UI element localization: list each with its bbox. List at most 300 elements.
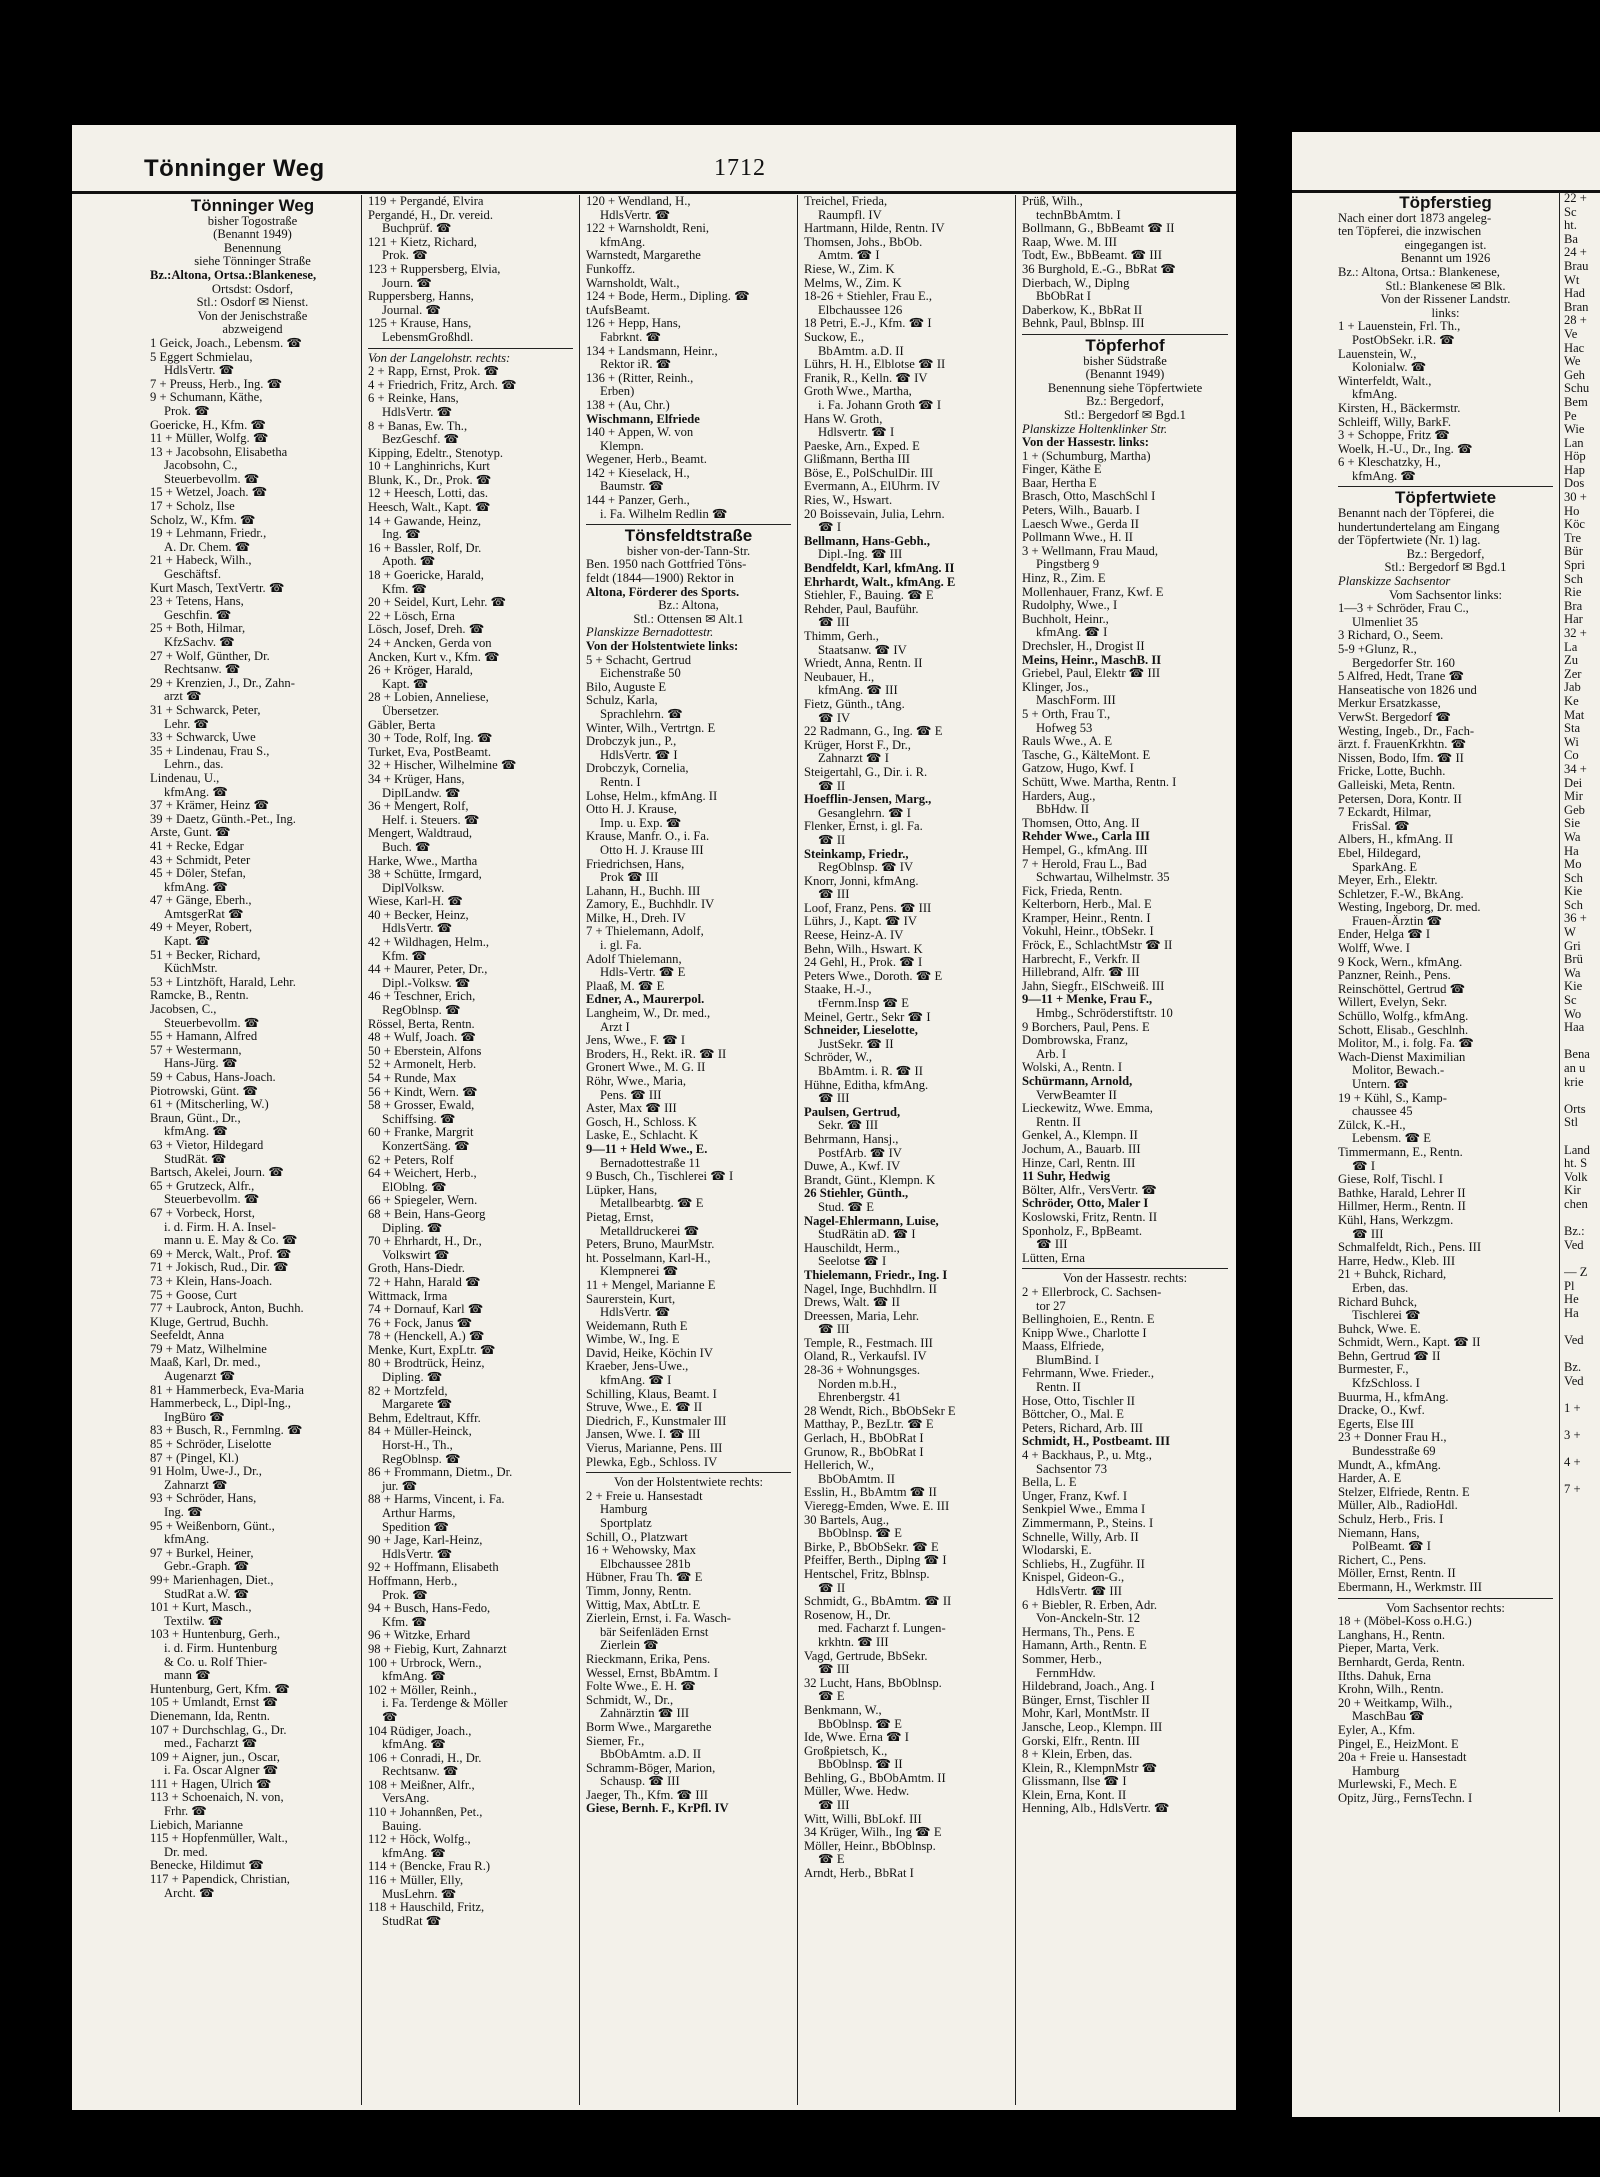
directory-entry: Hellerich, W., bbox=[804, 1459, 874, 1473]
cut-off-entry: Tre bbox=[1564, 531, 1582, 545]
cut-off-entry: Sc bbox=[1564, 205, 1577, 219]
directory-entry: Steuerbevollm. ☎ bbox=[164, 1193, 260, 1207]
directory-entry: Vom Sachsentor links: bbox=[1388, 588, 1503, 602]
cut-off-entry: 30 + bbox=[1564, 491, 1587, 505]
directory-entry: Tischlerei ☎ bbox=[1352, 1309, 1421, 1323]
directory-entry: Rechtsanw. ☎ bbox=[164, 663, 241, 677]
directory-column bbox=[362, 195, 580, 2105]
directory-entry: Dienemann, Ida, Rentn. bbox=[150, 1709, 270, 1723]
directory-entry: 103 + Huntenburg, Gerh., bbox=[150, 1628, 280, 1642]
cut-off-entry: Lan bbox=[1564, 436, 1584, 450]
directory-entry: Schliebs, H., Zugführ. II bbox=[1022, 1557, 1145, 1571]
directory-entry: StudRät. ☎ bbox=[164, 1152, 227, 1166]
section-divider bbox=[586, 524, 791, 525]
directory-entry: Benennung bbox=[223, 241, 282, 255]
directory-entry: Turket, Eva, PostBeamt. bbox=[368, 745, 492, 759]
directory-entry: Giese, Bernh. F., KrPfl. IV bbox=[586, 1802, 729, 1816]
directory-entry: ☎ IV bbox=[818, 711, 851, 725]
directory-entry: 56 + Kindt, Wern. ☎ bbox=[368, 1085, 478, 1099]
directory-entry: HdlsVertr. ☎ bbox=[382, 922, 453, 936]
directory-entry: Bauing. bbox=[382, 1819, 422, 1833]
directory-entry: 86 + Frommann, Dietm., Dr. bbox=[368, 1466, 513, 1480]
directory-entry: StudRätin aD. ☎ I bbox=[818, 1228, 916, 1242]
directory-entry: Braun, Günt., Dr., bbox=[150, 1111, 241, 1125]
directory-column bbox=[144, 195, 362, 2105]
directory-entry: Hans W. Groth, bbox=[804, 412, 883, 426]
directory-entry: Schmidt, Wern., Kapt. ☎ II bbox=[1338, 1336, 1481, 1350]
directory-entry: Von der Langelohstr. rechts: bbox=[368, 351, 511, 365]
directory-entry: Textilw. ☎ bbox=[164, 1614, 224, 1628]
directory-entry: Dracke, O., Kwf. bbox=[1338, 1404, 1425, 1418]
directory-entry: Pfeiffer, Berth., Diplng ☎ I bbox=[804, 1554, 947, 1568]
directory-entry: Lindenau, U., bbox=[150, 771, 220, 785]
directory-entry: 28 + Lobien, Anneliese, bbox=[368, 691, 489, 705]
directory-entry: 111 + Hagen, Ulrich ☎ bbox=[150, 1777, 272, 1791]
directory-entry: Grunow, R., BbObRat I bbox=[804, 1445, 924, 1459]
directory-entry: Stl.: Osdorf ✉ Nienst. bbox=[196, 296, 309, 310]
directory-entry: 7 Eckardt, Hilmar, bbox=[1338, 806, 1432, 820]
directory-entry: Lührs, J., Kapt. ☎ IV bbox=[804, 915, 917, 929]
directory-entry: Klein, Erna, Kont. II bbox=[1022, 1788, 1127, 1802]
directory-entry: Friedrichsen, Hans, bbox=[586, 857, 685, 871]
directory-entry: IngBüro ☎ bbox=[164, 1410, 225, 1424]
directory-entry: Bathke, Harald, Lehrer II bbox=[1338, 1186, 1466, 1200]
directory-entry: siehe Tönninger Straße bbox=[194, 255, 311, 269]
directory-entry: Nagel-Ehlermann, Luise, bbox=[804, 1214, 939, 1228]
directory-entry: Pollmann Wwe., H. II bbox=[1022, 531, 1133, 545]
directory-entry: RegOblnsp. ☎ IV bbox=[818, 861, 914, 875]
directory-entry: bär Seifenläden Ernst bbox=[600, 1625, 709, 1639]
directory-entry: kfmAng. bbox=[1352, 388, 1398, 402]
directory-entry: Kipping, Edeltr., Stenotyp. bbox=[368, 446, 504, 460]
directory-entry: i. Fa. Oscar Algner ☎ bbox=[164, 1764, 279, 1778]
directory-entry: IIths. Dahuk, Erna bbox=[1338, 1669, 1432, 1683]
cut-off-entry: 4 + bbox=[1564, 1456, 1581, 1470]
directory-entry: 24 + Ancken, Gerda von bbox=[368, 637, 492, 650]
cut-off-entry: ht. bbox=[1564, 219, 1577, 233]
directory-entry: Kramper, Heinr., Rentn. I bbox=[1022, 911, 1151, 925]
directory-entry: Hoefflin-Jensen, Marg., bbox=[804, 793, 932, 807]
directory-entry: Erben) bbox=[600, 385, 635, 399]
directory-entry: ht. Posselmann, Karl-H., bbox=[586, 1251, 711, 1265]
directory-entry: Gebr.-Graph. ☎ bbox=[164, 1560, 250, 1574]
directory-entry: Von der Rissener Landstr. bbox=[1380, 293, 1511, 307]
directory-entry: Sekr. ☎ III bbox=[818, 1119, 879, 1133]
directory-entry: Hempel, G., kfmAng. III bbox=[1022, 843, 1148, 857]
directory-entry: Rentn. II bbox=[1036, 1115, 1081, 1129]
directory-entry: 19 + Lehmann, Friedr., bbox=[150, 527, 267, 541]
cut-off-entry: Zu bbox=[1564, 654, 1578, 668]
directory-entry: Arste, Gunt. ☎ bbox=[150, 826, 231, 840]
directory-entry: Schramm-Böger, Marion, bbox=[586, 1761, 716, 1775]
directory-entry: BezGeschf. ☎ bbox=[382, 433, 460, 447]
cut-off-entry: Har bbox=[1564, 613, 1583, 627]
directory-entry: 50 + Eberstein, Alfons bbox=[368, 1044, 482, 1058]
directory-entry: Jacobsohn, C., bbox=[164, 459, 238, 473]
directory-entry: 43 + Schmidt, Peter bbox=[150, 853, 251, 867]
directory-entry: Staake, H.-J., bbox=[804, 983, 872, 997]
directory-entry: Hillebrand, Alfr. ☎ III bbox=[1022, 966, 1140, 980]
directory-entry: Schiffsing. ☎ bbox=[382, 1112, 456, 1126]
page-header bbox=[72, 151, 1236, 194]
cut-off-entry: Ved bbox=[1564, 1374, 1584, 1388]
directory-entry: Laesch Wwe., Gerda II bbox=[1022, 517, 1139, 531]
directory-entry: ☎ II bbox=[818, 833, 846, 847]
directory-entry: Dombrowska, Franz, bbox=[1022, 1034, 1128, 1048]
directory-entry: 21 + Buhck, Richard, bbox=[1338, 1268, 1447, 1282]
directory-entry: Fietz, Günth., tAng. bbox=[804, 697, 905, 711]
directory-entry: Neubauer, H., bbox=[804, 670, 875, 684]
directory-entry: Bz.: Bergedorf, bbox=[1086, 395, 1164, 409]
directory-entry: 62 + Peters, Rolf bbox=[368, 1153, 454, 1167]
directory-entry: 136 + (Ritter, Reinh., bbox=[586, 371, 694, 385]
directory-entry: Gesanglehrn. ☎ I bbox=[818, 806, 911, 820]
directory-entry: Glißmann, Bertha III bbox=[804, 453, 910, 467]
directory-entry: Niemann, Hans, bbox=[1338, 1526, 1420, 1540]
directory-entry: Lehrn., das. bbox=[164, 758, 224, 772]
directory-entry: Gorski, Elfr., Rentn. III bbox=[1022, 1734, 1140, 1748]
directory-entry: 106 + Conradi, H., Dr. bbox=[368, 1751, 482, 1765]
directory-entry: Schill, O., Platzwart bbox=[586, 1530, 688, 1544]
directory-entry: 20a + Freie u. Hansestadt bbox=[1338, 1751, 1467, 1765]
directory-entry: Jens, Wwe., F. ☎ I bbox=[586, 1034, 686, 1048]
directory-entry: Steuerbevollm. ☎ bbox=[164, 472, 260, 486]
directory-entry: Kfm. ☎ bbox=[382, 1615, 428, 1629]
directory-entry: Jochum, A., Bauarb. III bbox=[1022, 1142, 1141, 1156]
directory-entry: Willert, Evelyn, Sekr. bbox=[1338, 996, 1447, 1010]
directory-entry: 68 + Bein, Hans-Georg bbox=[368, 1207, 486, 1221]
directory-entry: Drews, Walt. ☎ II bbox=[804, 1296, 900, 1310]
directory-entry: Apoth. ☎ bbox=[382, 555, 436, 569]
directory-entry: 69 + Merck, Walt., Prof. ☎ bbox=[150, 1247, 292, 1261]
directory-entry: 119 + Pergandé, Elvira bbox=[368, 195, 484, 208]
directory-entry: Müller, Wwe. Hedw. bbox=[804, 1785, 910, 1799]
directory-entry: Schleiff, Willy, BarkF. bbox=[1338, 415, 1451, 429]
directory-entry: Richert, C., Pens. bbox=[1338, 1553, 1427, 1567]
directory-entry: Hinze, Carl, Rentn. III bbox=[1022, 1156, 1136, 1170]
directory-entry: jur. ☎ bbox=[382, 1479, 418, 1493]
facing-column-cut bbox=[1560, 192, 1600, 2112]
directory-entry: Schmidt, G., BbAmtm. ☎ II bbox=[804, 1595, 952, 1609]
directory-entry: 95 + Weißenborn, Günt., bbox=[150, 1519, 275, 1533]
directory-entry: KüchMstr. bbox=[164, 962, 218, 976]
directory-entry: KfzSchloss. I bbox=[1352, 1377, 1420, 1391]
directory-entry: 104 Rüdiger, Joach., bbox=[368, 1724, 472, 1738]
directory-entry: Pens. ☎ III bbox=[600, 1088, 662, 1102]
cut-off-entry: He bbox=[1564, 1293, 1579, 1307]
directory-entry: Arndt, Herb., BbRat I bbox=[804, 1867, 914, 1881]
directory-entry: 90 + Jage, Karl-Heinz, bbox=[368, 1534, 483, 1548]
directory-entry: Adolf Thielemann, bbox=[586, 952, 682, 966]
cut-off-entry: Land bbox=[1564, 1143, 1590, 1157]
cut-off-entry: Spri bbox=[1564, 559, 1585, 573]
cut-off-entry bbox=[1564, 1347, 1600, 1361]
directory-entry: 5-9 +Glunz, R., bbox=[1338, 643, 1417, 656]
directory-entry: Laske, E., Schlacht. K bbox=[586, 1129, 699, 1143]
directory-entry: bisher Togostraße bbox=[207, 214, 298, 228]
directory-entry: 15 + Wetzel, Joach. ☎ bbox=[150, 486, 268, 500]
directory-entry: Koslowski, Fritz, Rentn. II bbox=[1022, 1210, 1158, 1224]
directory-entry: ☎ III bbox=[818, 1323, 850, 1337]
section-divider bbox=[1022, 1268, 1228, 1269]
directory-entry: Unger, Franz, Kwf. I bbox=[1022, 1489, 1128, 1503]
directory-entry: Schröder, W., bbox=[804, 1051, 873, 1065]
cut-off-entry: Dos bbox=[1564, 477, 1585, 491]
directory-entry: Schulz, Karla, bbox=[586, 694, 658, 708]
directory-entry: Behrmann, Hansj., bbox=[804, 1132, 899, 1146]
directory-entry: Mengert, Waldtraud, bbox=[368, 827, 473, 841]
cut-off-entry: Wt bbox=[1564, 273, 1580, 287]
directory-entry: Behn, Wilh., Hswart. K bbox=[804, 942, 923, 956]
directory-entry: Diedrich, F., Kunstmaler III bbox=[586, 1414, 727, 1428]
directory-entry: 23 + Tetens, Hans, bbox=[150, 595, 244, 609]
directory-entry: 6 + Biebler, R. Erben, Adr. bbox=[1022, 1598, 1157, 1612]
directory-entry: (Benannt 1949) bbox=[213, 228, 292, 242]
directory-entry: 4 + Backhaus, P., u. Mtg., bbox=[1022, 1449, 1152, 1463]
directory-entry: 138 + (Au, Chr.) bbox=[586, 398, 670, 412]
directory-entry: Prüß, Wilh., bbox=[1022, 195, 1083, 208]
directory-entry: Siemer, Fr., bbox=[586, 1734, 645, 1748]
directory-entry: mann u. E. May & Co. ☎ bbox=[164, 1234, 298, 1248]
cut-off-entry: Höp bbox=[1564, 450, 1586, 464]
directory-entry: Ender, Helga ☎ I bbox=[1338, 928, 1431, 942]
directory-entry: Gerlach, H., BbObRat I bbox=[804, 1432, 924, 1446]
directory-entry: Elbchaussee 126 bbox=[818, 303, 903, 317]
directory-entry: HdlsVertr. ☎ bbox=[600, 1306, 671, 1320]
directory-entry: Schürmann, Arnold, bbox=[1022, 1075, 1133, 1088]
directory-entry: Egerts, Else III bbox=[1338, 1417, 1414, 1431]
cut-off-entry: Mo bbox=[1564, 858, 1582, 872]
directory-entry: abzweigend bbox=[222, 323, 283, 337]
cut-off-entry: Ve bbox=[1564, 327, 1578, 341]
directory-entry: 60 + Franke, Margrit bbox=[368, 1126, 474, 1140]
directory-entry: 134 + Landsmann, Heinr., bbox=[586, 344, 718, 358]
directory-entry: Ancken, Kurt v., Kfm. ☎ bbox=[368, 650, 500, 664]
directory-entry: Planskizze Sachsentor bbox=[1338, 575, 1451, 589]
directory-entry: Heesch, Walt., Kapt. ☎ bbox=[368, 501, 491, 515]
directory-entry: Timmermann, E., Rentn. bbox=[1338, 1145, 1463, 1159]
directory-entry: 9 Borchers, Paul, Pens. E bbox=[1022, 1020, 1150, 1034]
directory-entry: Stl.: Ottensen ✉ Alt.1 bbox=[633, 612, 744, 626]
directory-entry: Kirsten, H., Bäckermstr. bbox=[1338, 401, 1461, 415]
directory-entry: Jahn, Siegfr., ElSchweiß. III bbox=[1022, 979, 1165, 993]
directory-entry: Plewka, Egb., Schloss. IV bbox=[586, 1455, 718, 1469]
directory-entry: Von-Anckeln-Str. 12 bbox=[1036, 1612, 1141, 1626]
directory-entry: ☎ I bbox=[1352, 1159, 1376, 1173]
directory-entry: 55 + Hamann, Alfred bbox=[150, 1030, 258, 1044]
directory-entry: Raap, Wwe. M. III bbox=[1022, 235, 1117, 249]
cut-off-entry: Wi bbox=[1564, 735, 1579, 749]
street-heading: Töpferhof bbox=[1085, 335, 1165, 355]
directory-entry: 5 + Orth, Frau T., bbox=[1022, 707, 1111, 721]
directory-entry: & Co. u. Rolf Thier- bbox=[164, 1655, 268, 1669]
directory-entry: 109 + Aigner, jun., Oscar, bbox=[150, 1750, 280, 1764]
directory-entry: Arzt I bbox=[600, 1020, 630, 1034]
directory-entry: Bartsch, Akelei, Journ. ☎ bbox=[150, 1166, 284, 1180]
cut-off-entry: Geb bbox=[1564, 803, 1585, 817]
directory-entry: Lebensm. ☎ E bbox=[1352, 1132, 1431, 1146]
directory-entry: 64 + Weichert, Herb., bbox=[368, 1167, 477, 1181]
cut-off-entry: Mat bbox=[1564, 708, 1585, 722]
directory-entry: Buchholt, Heinr., bbox=[1022, 612, 1109, 626]
directory-entry: Henning, Alb., HdlsVertr. ☎ bbox=[1022, 1802, 1170, 1816]
directory-entry: 26 Stiehler, Günth., bbox=[804, 1187, 909, 1201]
directory-column bbox=[1016, 195, 1234, 2105]
cut-off-entry: Kie bbox=[1564, 980, 1583, 994]
directory-entry: Dreessen, Maria, Lehr. bbox=[804, 1309, 920, 1323]
directory-entry: Amtm. ☎ I bbox=[818, 249, 880, 263]
directory-entry: Arthur Harms, bbox=[382, 1507, 456, 1520]
directory-entry: Zimmermann, P., Steins. I bbox=[1022, 1517, 1154, 1530]
directory-entry: 8 + Banas, Ew. Th., bbox=[368, 419, 468, 433]
directory-entry: Wolff, Wwe. I bbox=[1338, 942, 1410, 956]
directory-entry: Loof, Franz, Pens. ☎ III bbox=[804, 901, 932, 915]
directory-entry: Riese, W., Zim. K bbox=[804, 262, 895, 276]
section-divider bbox=[1338, 486, 1553, 487]
directory-entry: Hühne, Editha, kfmAng. bbox=[804, 1078, 929, 1092]
directory-entry: chaussee 45 bbox=[1352, 1105, 1413, 1119]
cut-off-entry bbox=[1564, 1212, 1600, 1226]
directory-entry: Oland, R., Verkaufsl. IV bbox=[804, 1350, 927, 1364]
directory-entry: Böse, E., PolSchulDir. III bbox=[804, 466, 934, 480]
directory-entry: Klempn. bbox=[600, 439, 644, 453]
directory-entry: Mohr, Karl, MontMstr. II bbox=[1022, 1707, 1150, 1721]
directory-entry: Kfm. ☎ bbox=[382, 949, 428, 963]
directory-entry: 5 + Schacht, Gertrud bbox=[586, 653, 692, 667]
directory-entry: Bernadottestraße 11 bbox=[600, 1156, 701, 1170]
directory-entry: Ide, Wwe. Erna ☎ I bbox=[804, 1731, 909, 1745]
directory-entry: Rentn. II bbox=[1036, 1381, 1081, 1395]
directory-column bbox=[798, 195, 1016, 2105]
directory-entry: Nissen, Bodo, Ifm. ☎ II bbox=[1338, 751, 1464, 765]
directory-entry: 83 + Busch, R., Fernmlng. ☎ bbox=[150, 1424, 303, 1438]
directory-entry: Schüllo, Wolfg., kfmAng. bbox=[1338, 1010, 1469, 1024]
directory-entry: kfmAng. ☎ bbox=[382, 1670, 446, 1684]
directory-entry: 102 + Möller, Reinh., bbox=[368, 1683, 477, 1697]
directory-entry: 53 + Lintzhöft, Harald, Lehr. bbox=[150, 975, 296, 989]
directory-entry: Prok. ☎ bbox=[164, 404, 210, 418]
directory-entry: Wegener, Herb., Beamt. bbox=[586, 453, 707, 467]
directory-entry: 113 + Schoenaich, N. von, bbox=[150, 1791, 284, 1805]
directory-entry: Wiese, Karl-H. ☎ bbox=[368, 895, 463, 909]
cut-off-entry: an u bbox=[1564, 1062, 1586, 1075]
cut-off-entry: Orts bbox=[1564, 1102, 1586, 1116]
directory-entry: der Töpfertwiete (Nr. 1) lag. bbox=[1338, 534, 1481, 548]
directory-entry: Drechsler, H., Drogist II bbox=[1022, 640, 1145, 653]
directory-entry: Drobczyk, Cornelia, bbox=[586, 762, 689, 776]
directory-entry: kfmAng. ☎ bbox=[164, 1125, 228, 1139]
directory-entry: Wriedt, Anna, Rentn. II bbox=[804, 657, 923, 671]
directory-entry: Hmbg., Schröderstiftstr. 10 bbox=[1036, 1007, 1173, 1021]
directory-entry: Frauen-Ärztin ☎ bbox=[1352, 914, 1443, 928]
directory-entry: Temple, R., Festmach. III bbox=[804, 1336, 933, 1350]
directory-entry: ☎ III bbox=[818, 1799, 850, 1813]
cut-off-entry: Volk bbox=[1564, 1170, 1588, 1184]
directory-entry: 9 Kock, Wern., kfmAng. bbox=[1338, 955, 1463, 969]
directory-entry: Benkmann, W., bbox=[804, 1703, 882, 1717]
directory-entry: Burmester, F., bbox=[1338, 1363, 1409, 1377]
cut-off-entry: Mir bbox=[1564, 790, 1583, 804]
directory-entry: Benannt nach der Töpferei, die bbox=[1338, 507, 1495, 521]
directory-entry: 20 + Seidel, Kurt, Lehr. ☎ bbox=[368, 596, 507, 610]
directory-entry: Arb. I bbox=[1036, 1047, 1067, 1061]
directory-entry: Schott, Elisab., Geschlnh. bbox=[1338, 1023, 1469, 1037]
directory-entry: Mollenhauer, Franz, Kwf. E bbox=[1022, 585, 1164, 599]
directory-entry: 121 + Kietz, Richard, bbox=[368, 235, 477, 249]
directory-entry: 22 Radmann, G., Ing. ☎ E bbox=[804, 725, 943, 739]
directory-entry: 7 + Thielemann, Adolf, bbox=[586, 925, 704, 939]
directory-entry: Westing, Ingeb., Dr., Fach- bbox=[1338, 724, 1475, 738]
directory-entry: KfzSachv. ☎ bbox=[164, 636, 235, 649]
directory-entry: Bollmann, G., BbBeamt ☎ II bbox=[1022, 222, 1175, 236]
directory-entry: Fick, Frieda, Rentn. bbox=[1022, 884, 1123, 898]
directory-entry: Liebich, Marianne bbox=[150, 1818, 244, 1832]
directory-entry: Behnk, Paul, Bblnsp. III bbox=[1022, 317, 1145, 331]
directory-entry: 108 + Meißner, Alfr., bbox=[368, 1778, 475, 1792]
directory-entry: Kraeber, Jens-Uwe., bbox=[586, 1360, 689, 1374]
directory-entry: 142 + Kieselack, H., bbox=[586, 466, 690, 480]
directory-entry: Lösch, Josef, Dreh. ☎ bbox=[368, 623, 485, 637]
cut-off-entry: chen bbox=[1564, 1197, 1588, 1211]
directory-entry: ☎ III bbox=[1036, 1238, 1068, 1252]
directory-entry: 105 + Umlandt, Ernst ☎ bbox=[150, 1696, 279, 1710]
directory-entry: Dierbach, W., Diplng bbox=[1022, 276, 1130, 290]
directory-entry: RegOblnsp. ☎ bbox=[382, 1004, 461, 1018]
directory-entry: Goericke, H., Kfm. ☎ bbox=[150, 418, 267, 432]
directory-entry: Zülck, K.-H., bbox=[1338, 1118, 1406, 1132]
directory-entry: 32 + Hischer, Wilhelmine ☎ bbox=[368, 759, 517, 773]
directory-entry: 120 + Wendland, H., bbox=[586, 195, 691, 208]
cut-off-entry: We bbox=[1564, 355, 1581, 369]
directory-entry: 71 + Jokisch, Rud., Dir. ☎ bbox=[150, 1261, 289, 1275]
cut-off-entry bbox=[1564, 1035, 1600, 1049]
directory-entry: Seefeldt, Anna bbox=[150, 1329, 225, 1343]
directory-entry: Bella, L. E bbox=[1022, 1476, 1077, 1490]
cut-off-entry: Sc bbox=[1564, 994, 1577, 1008]
directory-entry: 48 + Wulf, Joach. ☎ bbox=[368, 1031, 477, 1045]
directory-entry: Hdls-Vertr. ☎ E bbox=[600, 966, 686, 980]
cut-off-entry: Ha bbox=[1564, 844, 1579, 858]
cut-off-entry: Sie bbox=[1564, 817, 1581, 831]
directory-entry: Sachsentor 73 bbox=[1036, 1462, 1107, 1476]
cut-off-entry: 1 + bbox=[1564, 1401, 1581, 1415]
directory-entry: Pieper, Marta, Verk. bbox=[1338, 1642, 1440, 1656]
cut-off-entry: Ke bbox=[1564, 694, 1579, 708]
directory-entry: 9 + Schumann, Käthe, bbox=[150, 391, 263, 405]
directory-entry: Rauls Wwe., A. E bbox=[1022, 735, 1113, 749]
directory-entry: 31 + Schwarck, Peter, bbox=[150, 703, 261, 717]
directory-entry: Pietag, Ernst, bbox=[586, 1210, 654, 1224]
directory-entry: 77 + Laubrock, Anton, Buchh. bbox=[150, 1302, 304, 1316]
directory-entry: Nach einer dort 1873 angeleg- bbox=[1338, 211, 1492, 225]
directory-entry: 78 + (Henckell, A.) ☎ bbox=[368, 1330, 485, 1344]
directory-entry: Otto H. J. Krause, bbox=[586, 803, 677, 817]
directory-entry: Hentschel, Fritz, Bblnsp. bbox=[804, 1567, 930, 1581]
cut-off-entry: Geh bbox=[1564, 368, 1585, 382]
cut-off-entry: Pe bbox=[1564, 409, 1577, 423]
directory-entry: 124 + Bode, Herm., Dipling. ☎ bbox=[586, 290, 750, 304]
directory-entry: Suckow, E., bbox=[804, 330, 865, 344]
directory-entry: 88 + Harms, Vincent, i. Fa. bbox=[368, 1493, 505, 1507]
directory-entry: Giese, Rolf, Tischl. I bbox=[1338, 1173, 1443, 1187]
directory-entry: Benannt um 1926 bbox=[1400, 252, 1491, 266]
cut-off-entry bbox=[1564, 1130, 1600, 1144]
directory-entry: 100 + Urbrock, Wern., bbox=[368, 1656, 482, 1670]
directory-entry: 1—3 + Schröder, Frau C., bbox=[1338, 602, 1469, 616]
cut-off-entry: Wa bbox=[1564, 966, 1581, 980]
directory-entry: 49 + Meyer, Robert, bbox=[150, 921, 253, 935]
cut-off-entry: ht. S bbox=[1564, 1157, 1588, 1171]
